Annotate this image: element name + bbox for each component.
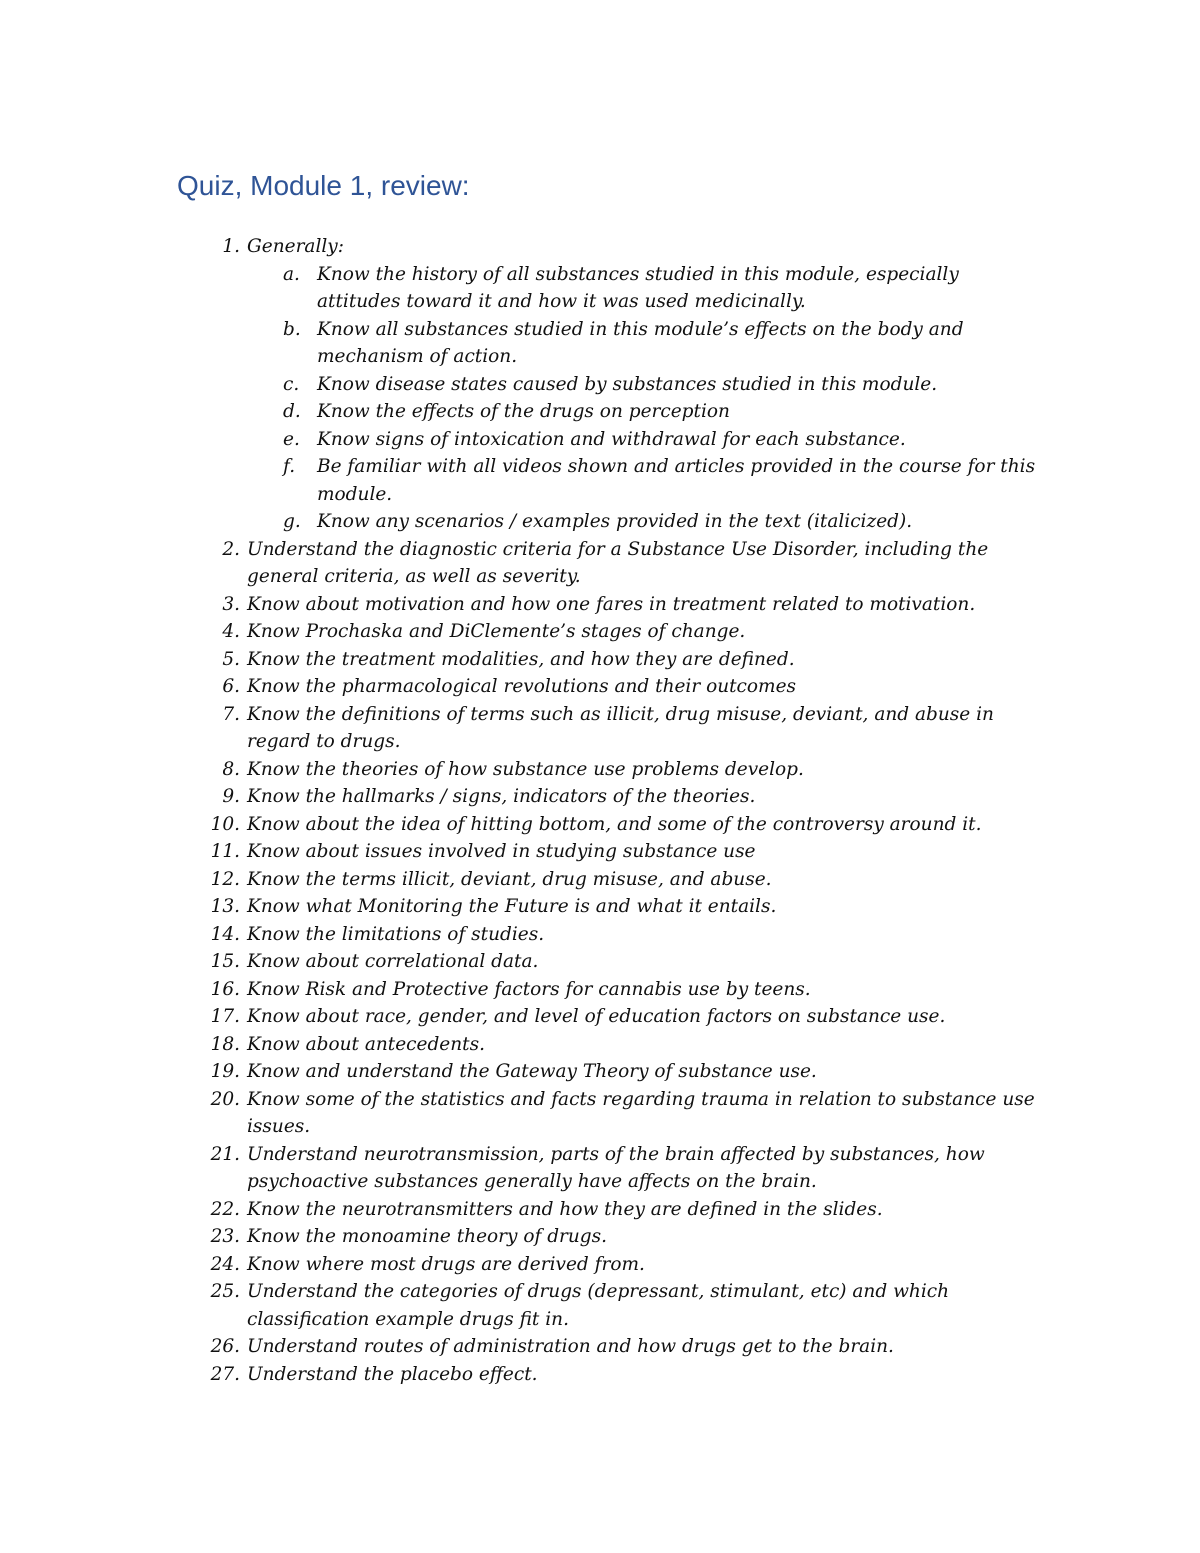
list-item-text: Know the treatment modalities, and how they are defined. [247,648,795,670]
list-item [0,1031,1037,1059]
sub-list-item-text: Know the history of all substances studied in this module, especially attitudes toward it and how it was used medicinally. [317,263,959,312]
list-item [0,1141,1037,1196]
sub-list [247,261,1037,536]
list-item [0,646,1037,674]
list-item [0,1196,1037,1224]
list-item-number: 14. [210,923,240,945]
sub-list-item [283,261,1037,316]
list-item [0,673,1037,701]
list-item [0,783,1037,811]
list-item-text: Understand the placebo effect. [247,1363,538,1385]
list-item [0,1278,1037,1333]
list-item [0,536,1037,591]
list-item-number: 3. [222,593,240,615]
list-item-number: 6. [222,676,240,697]
list-item [0,838,1037,866]
list-item-text: Know about the idea of hitting bottom, and some of the controversy around it. [247,813,982,835]
list-item-text: Generally: [247,236,344,257]
sub-list-item-text: Know any scenarios / examples provided in the text (italicized). [317,511,913,532]
list-item-number: 17. [210,1006,240,1027]
list-item-text: Know about motivation and how one fares in treatment related to motivation. [247,593,976,615]
list-item-text: Know Risk and Protective factors for cannabis use by teens. [247,978,811,1000]
list-item-number: 24. [210,1253,240,1275]
list-item-text: Understand neurotransmission, parts of the brain affected by substances, how psychoactive substances generally have affects on the brain. [247,1143,985,1192]
list-item-number: 18. [210,1033,240,1055]
sub-list-item-text: Know signs of intoxication and withdrawal for each substance. [317,428,906,450]
sub-list-item-letter: f. [283,456,296,477]
sub-list-item-letter: c. [283,373,300,395]
list-item-number: 16. [210,978,240,1000]
list-item-number: 9. [222,786,240,807]
list-item-text: Know the terms illicit, deviant, drug misuse, and abuse. [247,868,772,890]
list-item [0,1361,1037,1389]
list-item-number: 8. [222,758,240,780]
list-item-text: Know about race, gender, and level of education factors on substance use. [247,1006,946,1027]
list-item-number: 15. [210,951,240,972]
list-item-text: Know the theories of how substance use problems develop. [247,758,804,780]
list-item-text: Understand the categories of drugs (depressant, stimulant, etc) and which classification example drugs fit in. [247,1281,950,1330]
list-item-number: 21. [210,1143,240,1165]
list-item-text: Know about antecedents. [247,1033,485,1055]
page-title: Quiz, Module 1, review: [177,170,470,201]
list-item-number: 26. [210,1336,240,1357]
sub-list-item [283,453,1037,508]
sub-list-item [283,508,1037,536]
list-item-number: 11. [210,841,240,862]
list-item-text: Know the hallmarks / signs, indicators of the theories. [247,786,756,807]
sub-list-item-letter: b. [283,318,301,340]
list-item-text: Know and understand the Gateway Theory of substance use. [247,1061,817,1082]
list-item [0,921,1037,949]
list-item-text: Know where most drugs are derived from. [247,1253,645,1275]
review-list [0,233,1200,1388]
list-item [0,893,1037,921]
sub-list-item-text: Know all substances studied in this module’s effects on the body and mechanism of action. [317,318,964,367]
list-item-number: 12. [210,868,240,890]
sub-list-item-letter: e. [283,428,300,450]
list-item-number: 22. [210,1198,240,1220]
list-item-text: Know Prochaska and DiClemente’s stages of change. [247,621,746,642]
list-item-number: 5. [222,648,240,670]
list-item [0,1333,1037,1361]
list-item-number: 27. [210,1363,240,1385]
list-item-text: Know the definitions of terms such as illicit, drug misuse, deviant, and abuse in regard to drugs. [247,703,994,752]
list-item-text: Know the neurotransmitters and how they are defined in the slides. [247,1198,883,1220]
list-item [0,233,1037,536]
list-item-number: 13. [210,896,240,917]
sub-list-item [283,426,1037,454]
list-item-number: 20. [210,1088,240,1110]
sub-list-item-letter: d. [283,401,301,422]
sub-list-item [283,398,1037,426]
list-item [0,866,1037,894]
list-item [0,1251,1037,1279]
list-item [0,1058,1037,1086]
sub-list-item [283,316,1037,371]
sub-list-item-text: Know disease states caused by substances studied in this module. [317,373,938,395]
list-item [0,948,1037,976]
list-item-text: Know the limitations of studies. [247,923,545,945]
list-item-number: 19. [210,1061,240,1082]
list-item-number: 23. [210,1226,240,1247]
list-item-text: Know what Monitoring the Future is and what it entails. [247,896,777,917]
list-item-text: Know some of the statistics and facts regarding trauma in relation to substance use issues. [247,1088,1035,1137]
list-item [0,756,1037,784]
list-item [0,701,1037,756]
sub-list-item-letter: a. [283,263,300,285]
list-item-text: Understand the diagnostic criteria for a Substance Use Disorder, including the general criteria, as well as severity. [247,538,989,587]
list-item [0,1003,1037,1031]
list-item-text: Know about correlational data. [247,951,539,972]
sub-list-item-text: Know the effects of the drugs on perception [317,401,730,422]
list-item [0,591,1037,619]
list-item-number: 7. [222,703,240,725]
list-item-number: 2. [222,538,240,560]
list-item-number: 1. [222,236,240,257]
list-item-text: Know about issues involved in studying substance use [247,841,756,862]
list-item [0,976,1037,1004]
sub-list-item-text: Be familiar with all videos shown and articles provided in the course for this module. [317,456,1036,505]
list-item-number: 4. [222,621,240,642]
list-item-text: Know the monoamine theory of drugs. [247,1226,608,1247]
list-item-text: Understand routes of administration and how drugs get to the brain. [247,1336,894,1357]
sub-list-item [283,371,1037,399]
list-item-number: 10. [210,813,240,835]
list-item-number: 25. [210,1281,240,1302]
list-item [0,1086,1037,1141]
list-item [0,618,1037,646]
sub-list-item-letter: g. [283,511,301,532]
list-item [0,1223,1037,1251]
list-item [0,811,1037,839]
list-item-text: Know the pharmacological revolutions and their outcomes [247,676,797,697]
